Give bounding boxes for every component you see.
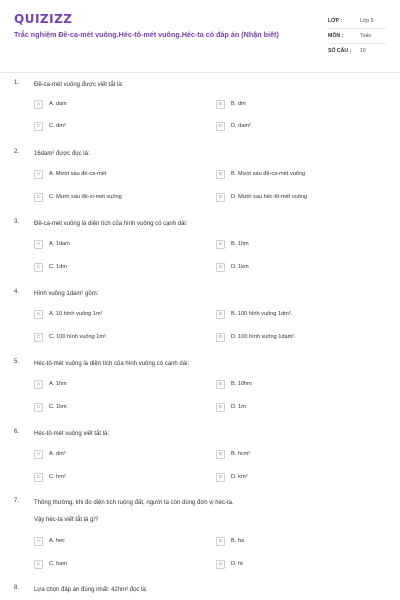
meta-row-class xyxy=(328,14,386,29)
option-c[interactable] xyxy=(34,191,194,203)
option-b[interactable] xyxy=(216,448,376,460)
option-letter-box: B xyxy=(216,100,225,109)
option-letter-box: B xyxy=(216,240,225,249)
option-b[interactable] xyxy=(216,308,376,320)
option-letter-box: D xyxy=(216,263,225,272)
option-text: C. 1dm xyxy=(49,264,68,270)
option-text: B. 100 hình vuông 1dm². xyxy=(231,311,293,317)
question-text: Đề-ca-mét vuông được viết tắt là: xyxy=(34,82,124,88)
meta-table xyxy=(328,14,386,58)
question-number: 3. xyxy=(14,219,20,225)
option-text: D. 1km xyxy=(231,264,249,270)
meta-row-subject xyxy=(328,29,386,44)
option-text: C. dm² xyxy=(49,123,66,129)
option-text: B. 1hm xyxy=(231,241,249,247)
option-c[interactable] xyxy=(34,331,194,343)
quizizz-logo: QUIZIZZ xyxy=(14,12,73,26)
question-subtext: Vậy héc-ta viết tắt là gì? xyxy=(34,517,99,523)
question-number: 8. xyxy=(14,585,20,591)
option-b[interactable] xyxy=(216,238,376,250)
meta-value: 10 xyxy=(360,48,366,54)
option-c[interactable] xyxy=(34,471,194,483)
option-letter-box: D xyxy=(216,122,225,131)
option-text: D. 1m xyxy=(231,404,246,410)
option-text: D. ht xyxy=(231,561,243,567)
meta-key: LỚP : xyxy=(328,18,343,24)
meta-value: Lớp 5 xyxy=(360,18,374,24)
option-text: D. dam² xyxy=(231,123,251,129)
question-number: 5. xyxy=(14,359,20,365)
option-text: A. dm² xyxy=(49,451,66,457)
meta-row-count xyxy=(328,44,386,58)
option-text: C. hm² xyxy=(49,474,66,480)
option-text: D. km² xyxy=(231,474,248,480)
option-text: B. hcm² xyxy=(231,451,251,457)
option-letter-box: C xyxy=(34,333,43,342)
option-letter-box: A xyxy=(34,100,43,109)
option-letter-box: D xyxy=(216,473,225,482)
option-letter-box: A xyxy=(34,380,43,389)
option-b[interactable] xyxy=(216,378,376,390)
option-a[interactable] xyxy=(34,378,194,390)
option-text: B. dm xyxy=(231,101,246,107)
option-letter-box: B xyxy=(216,170,225,179)
question-number: 7. xyxy=(14,498,20,504)
option-d[interactable] xyxy=(216,191,376,203)
option-letter-box: B xyxy=(216,310,225,319)
question-number: 2. xyxy=(14,149,20,155)
option-text: B. Mười sáu đề-ca-mét vuông xyxy=(231,171,306,177)
option-text: D. Mười sau héc-tô-mét vuông xyxy=(231,194,308,200)
option-letter-box: A xyxy=(34,450,43,459)
option-c[interactable] xyxy=(34,558,194,570)
question-text: Héc-tô-mét vuông viết tắt là: xyxy=(34,431,110,437)
option-text: A. 10 hình vuông 1m² xyxy=(49,311,103,317)
option-d[interactable] xyxy=(216,471,376,483)
question-text: Lựa chọn đáp án đúng nhất: 42hm² đọc là: xyxy=(34,587,148,593)
option-letter-box: C xyxy=(34,122,43,131)
option-letter-box: D xyxy=(216,403,225,412)
option-d[interactable] xyxy=(216,558,376,570)
option-text: C. ham xyxy=(49,561,68,567)
option-text: B. ha xyxy=(231,538,245,544)
option-letter-box: A xyxy=(34,310,43,319)
option-text: C. 1km xyxy=(49,404,67,410)
option-letter-box: A xyxy=(34,537,43,546)
meta-key: MÔN : xyxy=(328,33,344,39)
question-text: Héc-tô-mét vuông là diện tích của hình vuông có cạnh dài: xyxy=(34,361,190,367)
option-letter-box: B xyxy=(216,537,225,546)
question-text: Đề-ca-mét vuông là diện tích của hình vuông có cạnh dài: xyxy=(34,221,188,227)
option-d[interactable] xyxy=(216,120,376,132)
option-text: D. 100 hình vuông 1dam². xyxy=(231,334,296,340)
option-a[interactable] xyxy=(34,535,194,547)
option-a[interactable] xyxy=(34,168,194,180)
question-text: Hình vuông 1dam² gồm: xyxy=(34,291,99,297)
option-letter-box: C xyxy=(34,560,43,569)
option-d[interactable] xyxy=(216,331,376,343)
question-number: 1. xyxy=(14,80,20,86)
option-text: A. hec xyxy=(49,538,65,544)
option-text: C. 100 hình vuông 1m². xyxy=(49,334,108,340)
option-letter-box: B xyxy=(216,450,225,459)
option-b[interactable] xyxy=(216,168,376,180)
option-text: A. 1hm xyxy=(49,381,67,387)
option-a[interactable] xyxy=(34,308,194,320)
option-letter-box: B xyxy=(216,380,225,389)
option-text: C. Mười sáu đề-xi-mét vuông xyxy=(49,194,122,200)
question-text: Thông thường, khi đo diện tích ruộng đất, người ta còn dùng đơn vị héc-ta. xyxy=(34,500,234,506)
option-letter-box: C xyxy=(34,193,43,202)
worksheet-title: Trắc nghiệm Đề-ca-mét vuông.Héc-tô-mét vuông.Héc-ta có đáp án (Nhận biết) xyxy=(14,30,279,39)
header-divider xyxy=(0,72,400,73)
option-text: A. 1dam xyxy=(49,241,70,247)
option-d[interactable] xyxy=(216,261,376,273)
option-letter-box: D xyxy=(216,333,225,342)
option-a[interactable] xyxy=(34,98,194,110)
option-b[interactable] xyxy=(216,98,376,110)
option-b[interactable] xyxy=(216,535,376,547)
option-letter-box: D xyxy=(216,193,225,202)
meta-value: Toán xyxy=(360,33,372,39)
meta-key: SỐ CÂU : xyxy=(328,48,352,54)
question-number: 4. xyxy=(14,289,20,295)
option-letter-box: C xyxy=(34,403,43,412)
option-letter-box: A xyxy=(34,170,43,179)
question-number: 6. xyxy=(14,429,20,435)
option-letter-box: A xyxy=(34,240,43,249)
option-a[interactable] xyxy=(34,238,194,250)
option-letter-box: D xyxy=(216,560,225,569)
option-text: B. 10hm xyxy=(231,381,252,387)
option-letter-box: C xyxy=(34,263,43,272)
option-c[interactable] xyxy=(34,120,194,132)
question-text: 16dam² được đọc là: xyxy=(34,151,90,157)
option-c[interactable] xyxy=(34,261,194,273)
option-text: A. dam xyxy=(49,101,67,107)
option-letter-box: C xyxy=(34,473,43,482)
worksheet-header xyxy=(14,12,386,62)
option-c[interactable] xyxy=(34,401,194,413)
option-d[interactable] xyxy=(216,401,376,413)
option-text: A. Mười sáu đề-ca-mét xyxy=(49,171,107,177)
option-a[interactable] xyxy=(34,448,194,460)
